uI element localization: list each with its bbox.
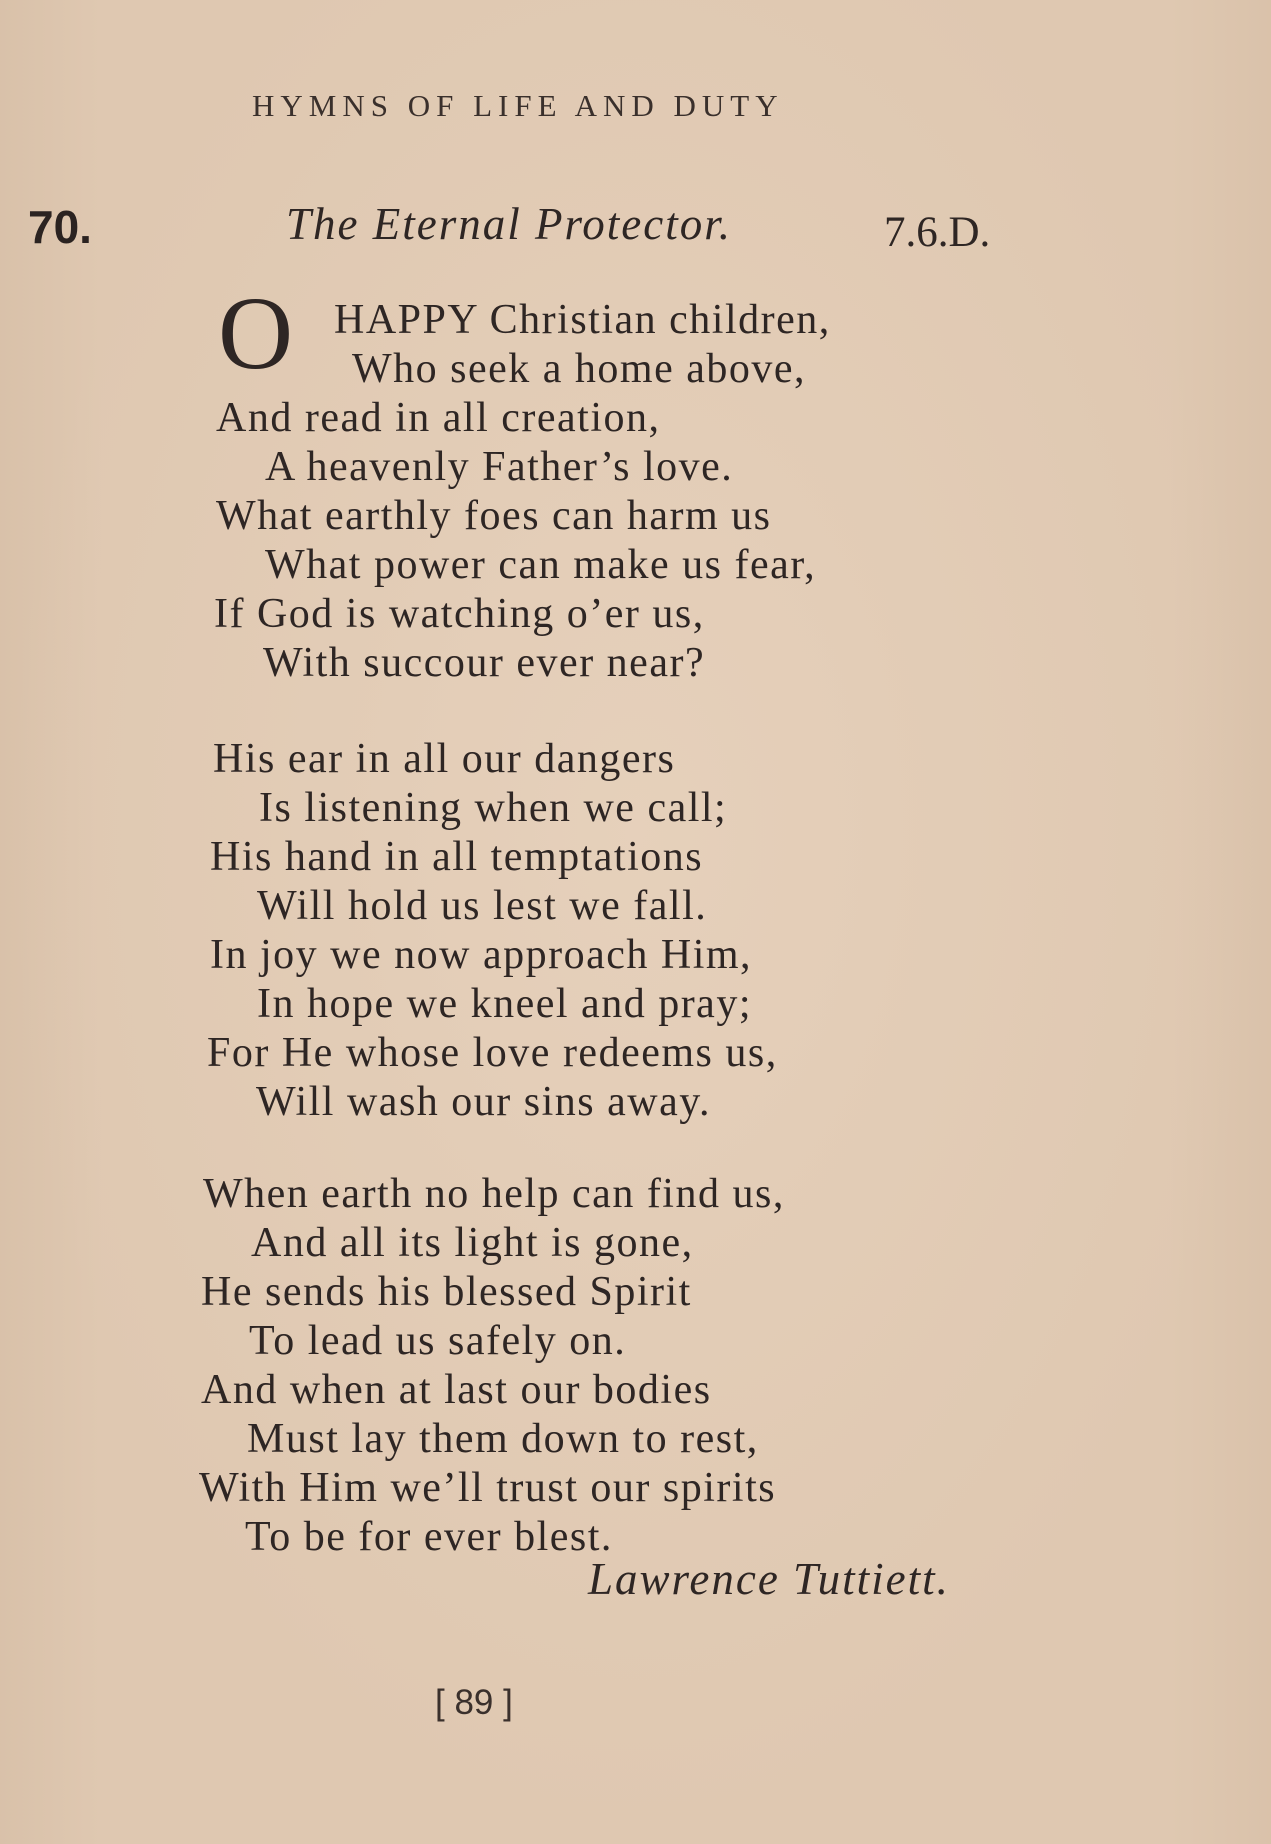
verse-line: What power can make us fear, — [265, 542, 817, 588]
verse-line: In hope we kneel and pray; — [257, 981, 752, 1027]
verse-line: Who seek a home above, — [352, 346, 807, 392]
verse-line: He sends his blessed Spirit — [201, 1269, 692, 1315]
page-number: [ 89 ] — [435, 1683, 513, 1722]
verse-line: For He whose love redeems us, — [207, 1030, 778, 1076]
hymn-meter: 7.6.D. — [884, 209, 991, 256]
verse-line: His ear in all our dangers — [213, 736, 676, 782]
verse-line: And read in all creation, — [216, 395, 661, 441]
verse-line: To lead us safely on. — [249, 1318, 627, 1364]
running-head: HYMNS OF LIFE AND DUTY — [252, 88, 784, 123]
drop-cap: O — [218, 276, 294, 391]
author-attribution: Lawrence Tuttiett. — [588, 1554, 950, 1604]
verse-line: Will wash our sins away. — [256, 1079, 712, 1125]
verse-line: His hand in all temptations — [210, 834, 704, 880]
verse-line: Will hold us lest we fall. — [257, 883, 708, 929]
verse-line: When earth no help can find us, — [203, 1171, 785, 1217]
verse-line: With Him we’ll trust our spirits — [199, 1465, 777, 1511]
verse-line: With succour ever near? — [263, 640, 706, 686]
verse-line: What earthly foes can harm us — [216, 493, 772, 539]
verse-line: HAPPY Christian children, — [334, 297, 831, 343]
verse-line: A heavenly Father’s love. — [265, 444, 734, 490]
hymn-title: The Eternal Protector. — [286, 199, 733, 249]
verse-line: Is listening when we call; — [259, 785, 728, 831]
verse-line: And all its light is gone, — [251, 1220, 694, 1266]
verse-line: And when at last our bodies — [201, 1367, 712, 1413]
verse-line: If God is watching o’er us, — [214, 591, 705, 637]
verse-line: In joy we now approach Him, — [210, 932, 753, 978]
hymn-number: 70. — [28, 201, 92, 253]
verse-line: To be for ever blest. — [245, 1514, 613, 1560]
verse-line: Must lay them down to rest, — [247, 1416, 759, 1462]
